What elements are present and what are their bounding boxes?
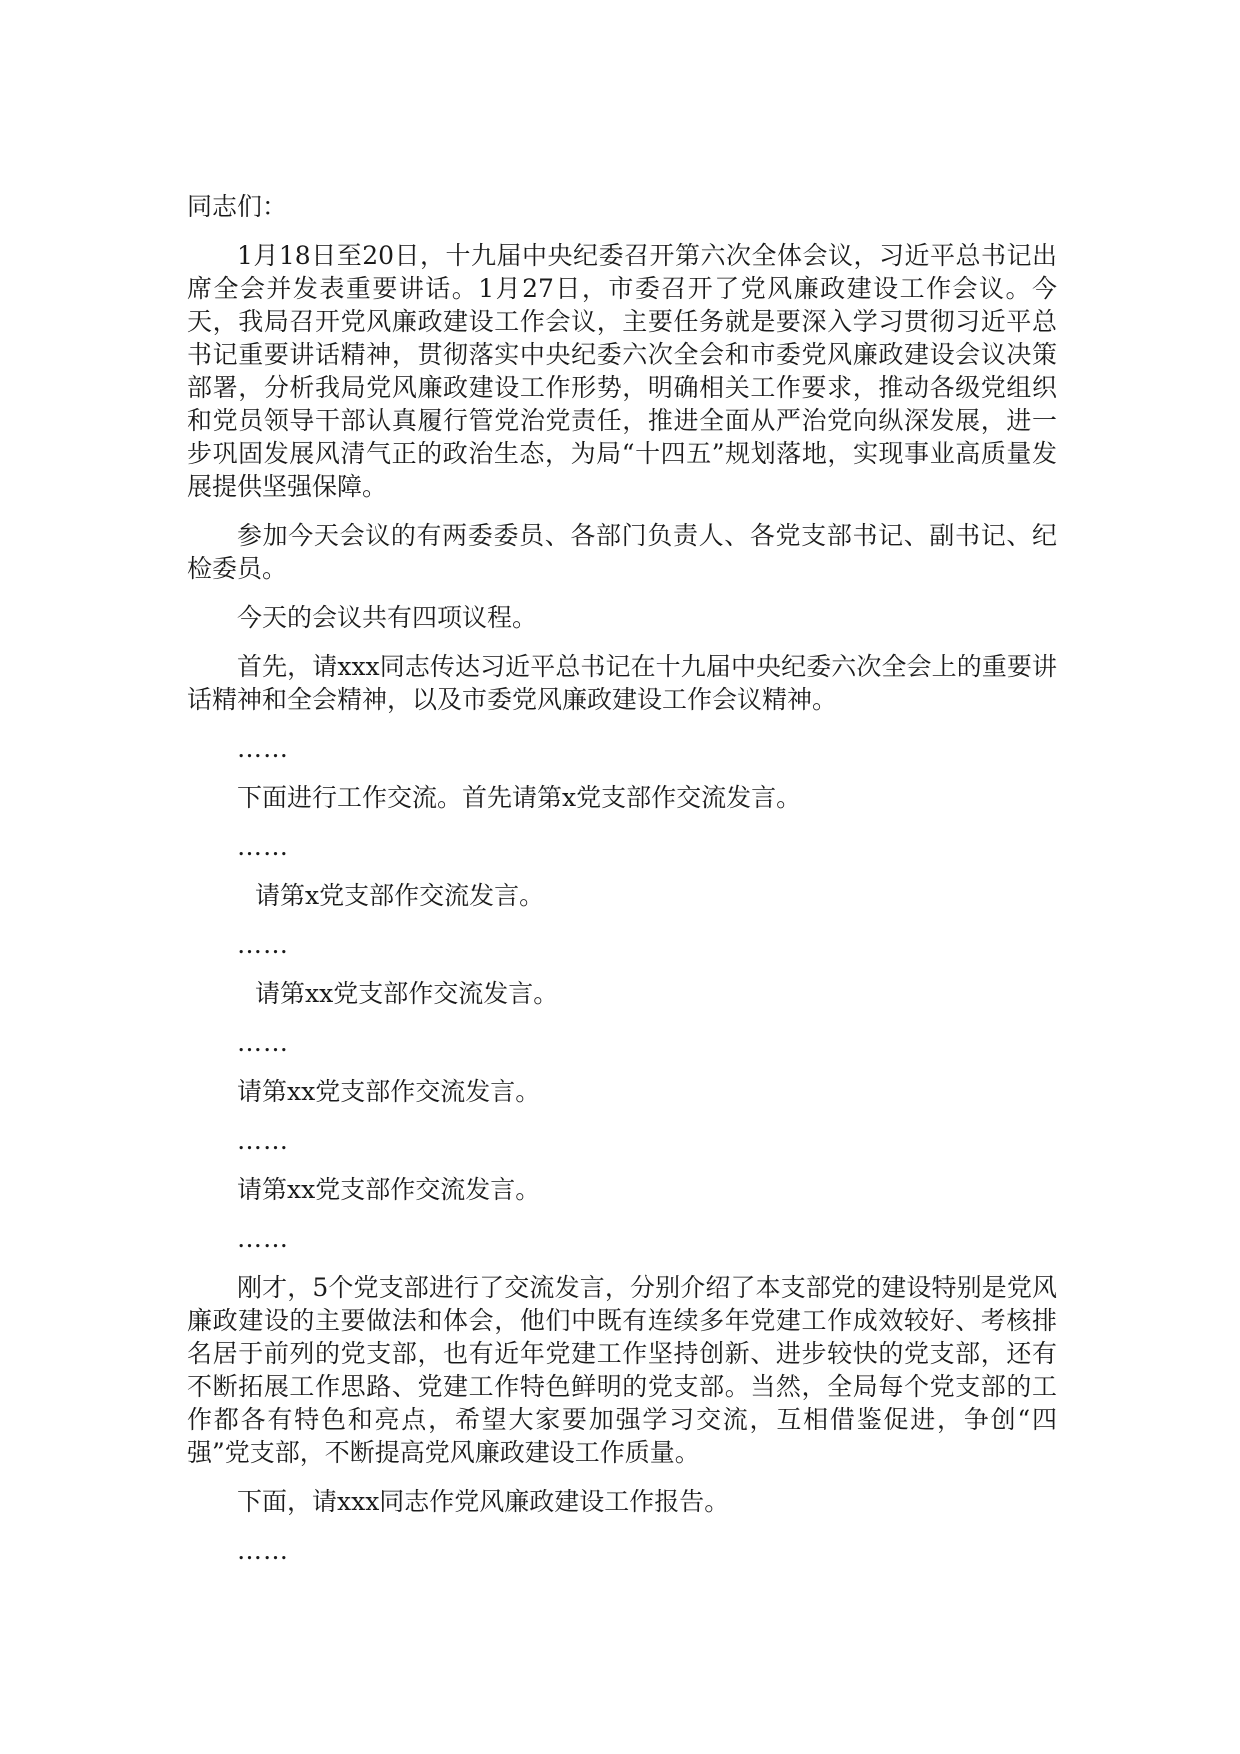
ellipsis: …… bbox=[237, 1126, 289, 1155]
ellipsis: …… bbox=[237, 1028, 289, 1057]
document-page bbox=[187, 190, 1057, 1583]
paragraph-branch-speech: 请第x党支部作交流发言。 bbox=[255, 881, 545, 910]
paragraph-agenda: 今天的会议共有四项议程。 bbox=[237, 603, 538, 632]
paragraph-attendees: 参加今天会议的有两委委员、各部门负责人、各党支部书记、副书记、纪检委员。 bbox=[187, 521, 1057, 583]
ellipsis: …… bbox=[237, 832, 289, 861]
ellipsis: …… bbox=[237, 930, 289, 959]
ellipsis: …… bbox=[237, 1536, 289, 1565]
greeting: 同志们： bbox=[187, 192, 288, 221]
paragraph-report: 下面，请xxx同志作党风廉政建设工作报告。 bbox=[237, 1487, 730, 1516]
paragraph-exchange-intro: 下面进行工作交流。首先请第x党支部作交流发言。 bbox=[237, 783, 802, 812]
paragraph-branch-speech: 请第xx党支部作交流发言。 bbox=[237, 1077, 541, 1106]
paragraph-summary: 刚才，5个党支部进行了交流发言，分别介绍了本支部党的建设特别是党风廉政建设的主要做法和体会，他们中既有连续多年党建工作成效较好、考核排名居于前列的党支部，也有近年党建工作坚持创新、进步较快的党支部，还有不断拓展工作思路、党建工作特色鲜明的党支部。当然，全局每个党支部的工作都各有特色和亮点，希望大家要加强学习交流，互相借鉴促进，争创“四强”党支部，不断提高党风廉政建设工作质量。 bbox=[187, 1273, 1057, 1467]
ellipsis: …… bbox=[237, 1224, 289, 1253]
paragraph-branch-speech: 请第xx党支部作交流发言。 bbox=[237, 1175, 541, 1204]
paragraph-opening: 1月18日至20日，十九届中央纪委召开第六次全体会议，习近平总书记出席全会并发表重要讲话。1月27日，市委召开了党风廉政建设工作会议。今天，我局召开党风廉政建设工作会议，主要任务就是要深入学习贯彻习近平总书记重要讲话精神，贯彻落实中央纪委六次全会和市委党风廉政建设会议决策部署，分析我局党风廉政建设工作形势，明确相关工作要求，推动各级党组织和党员领导干部认真履行管党治党责任，推进全面从严治党向纵深发展，进一步巩固发展风清气正的政治生态，为局“十四五”规划落地，实现事业高质量发展提供坚强保障。 bbox=[187, 241, 1057, 501]
ellipsis: …… bbox=[237, 734, 289, 763]
paragraph-first-item: 首先，请xxx同志传达习近平总书记在十九届中央纪委六次全会上的重要讲话精神和全会精神，以及市委党风廉政建设工作会议精神。 bbox=[187, 652, 1057, 714]
paragraph-branch-speech: 请第xx党支部作交流发言。 bbox=[255, 979, 559, 1008]
